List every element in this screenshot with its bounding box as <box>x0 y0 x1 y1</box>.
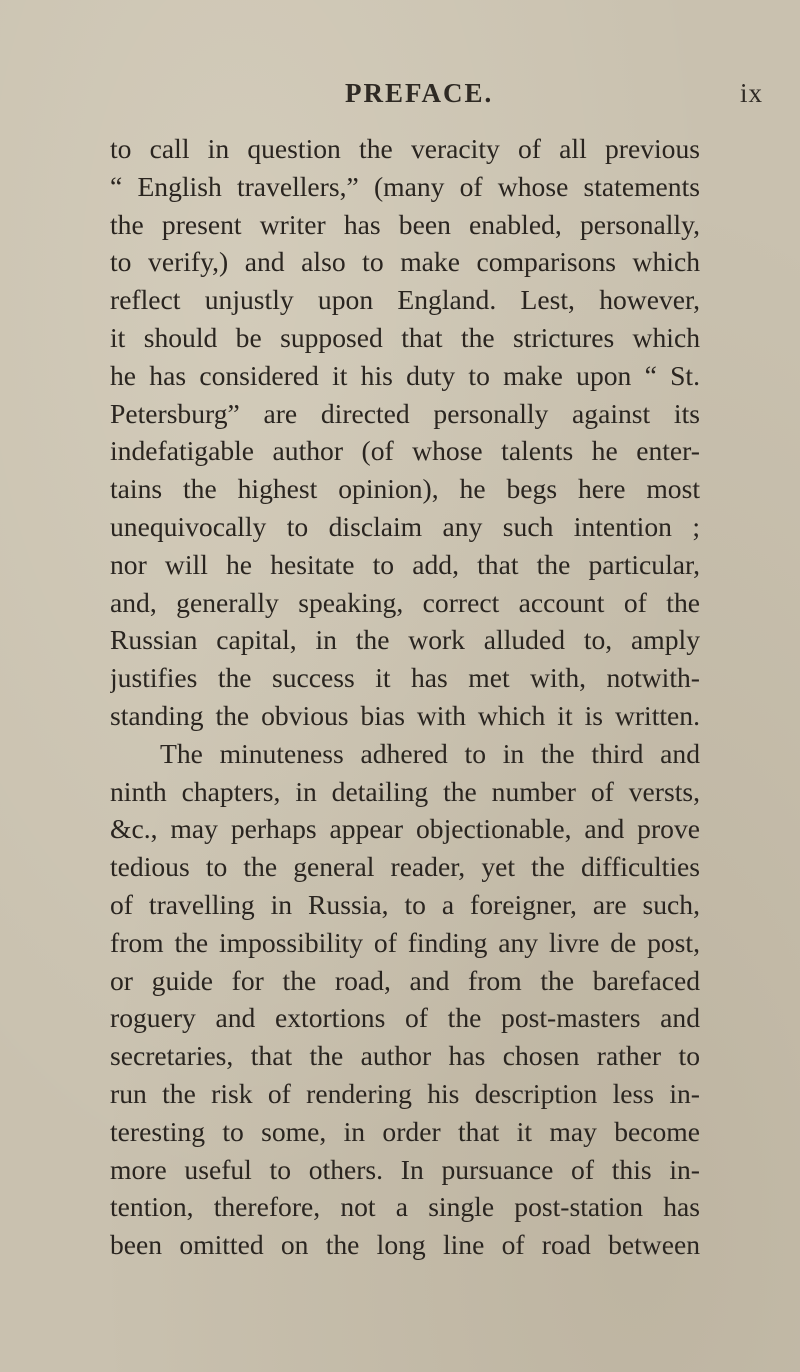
text-line: the present writer has been enabled, personally, <box>110 208 700 240</box>
text-line: to call in question the veracity of all previous <box>110 133 700 164</box>
text-line: or guide for the road, and from the barefaced <box>110 964 700 996</box>
text-line: been omitted on the long line of road between <box>110 1229 700 1261</box>
text-line: indefatigable author (of whose talents he enter- <box>110 435 700 467</box>
text-line: ninth chapters, in detailing the number of versts, <box>110 775 700 807</box>
text-line: Russian capital, in the work alluded to, amply <box>110 624 700 656</box>
text-line: to verify,) and also to make comparisons which <box>110 246 700 278</box>
body-text <box>110 130 700 1264</box>
text-line: Petersburg” are directed personally against its <box>110 397 700 429</box>
text-line: secretaries, that the author has chosen rather to <box>110 1040 700 1072</box>
text-line-indent: The minuteness adhered to in the third and <box>160 737 700 769</box>
text-line: tains the highest opinion), he begs here most <box>110 473 700 505</box>
text-line: he has considered it his duty to make upon “ St. <box>110 359 700 391</box>
text-line: unequivocally to disclaim any such intention ; <box>110 510 700 542</box>
text-line: justifies the success it has met with, notwith- <box>110 662 700 694</box>
text-line: of travelling in Russia, to a foreigner, are such, <box>110 888 700 920</box>
text-line: run the risk of rendering his description less in- <box>110 1077 700 1109</box>
text-line: tention, therefore, not a single post-station has <box>110 1191 700 1223</box>
text-line: roguery and extortions of the post-masters and <box>110 1002 700 1034</box>
text-line: and, generally speaking, correct account of the <box>110 586 700 618</box>
text-line: standing the obvious bias with which it is written. <box>110 699 700 731</box>
running-head <box>0 78 800 114</box>
text-line: more useful to others. In pursuance of this in- <box>110 1153 700 1185</box>
text-line: from the impossibility of finding any livre de post, <box>110 926 700 958</box>
text-line: nor will he hesitate to add, that the particular, <box>110 548 700 580</box>
text-line: &c., may perhaps appear objectionable, and prove <box>110 813 700 845</box>
text-line: teresting to some, in order that it may become <box>110 1115 700 1147</box>
page-number: ix <box>740 78 764 108</box>
text-line: tedious to the general reader, yet the difficulties <box>110 851 700 883</box>
text-line: “ English travellers,” (many of whose statements <box>110 170 700 202</box>
text-line: reflect unjustly upon England. Lest, however, <box>110 284 700 316</box>
running-title: PREFACE. <box>345 78 494 108</box>
text-line: it should be supposed that the strictures which <box>110 321 700 353</box>
